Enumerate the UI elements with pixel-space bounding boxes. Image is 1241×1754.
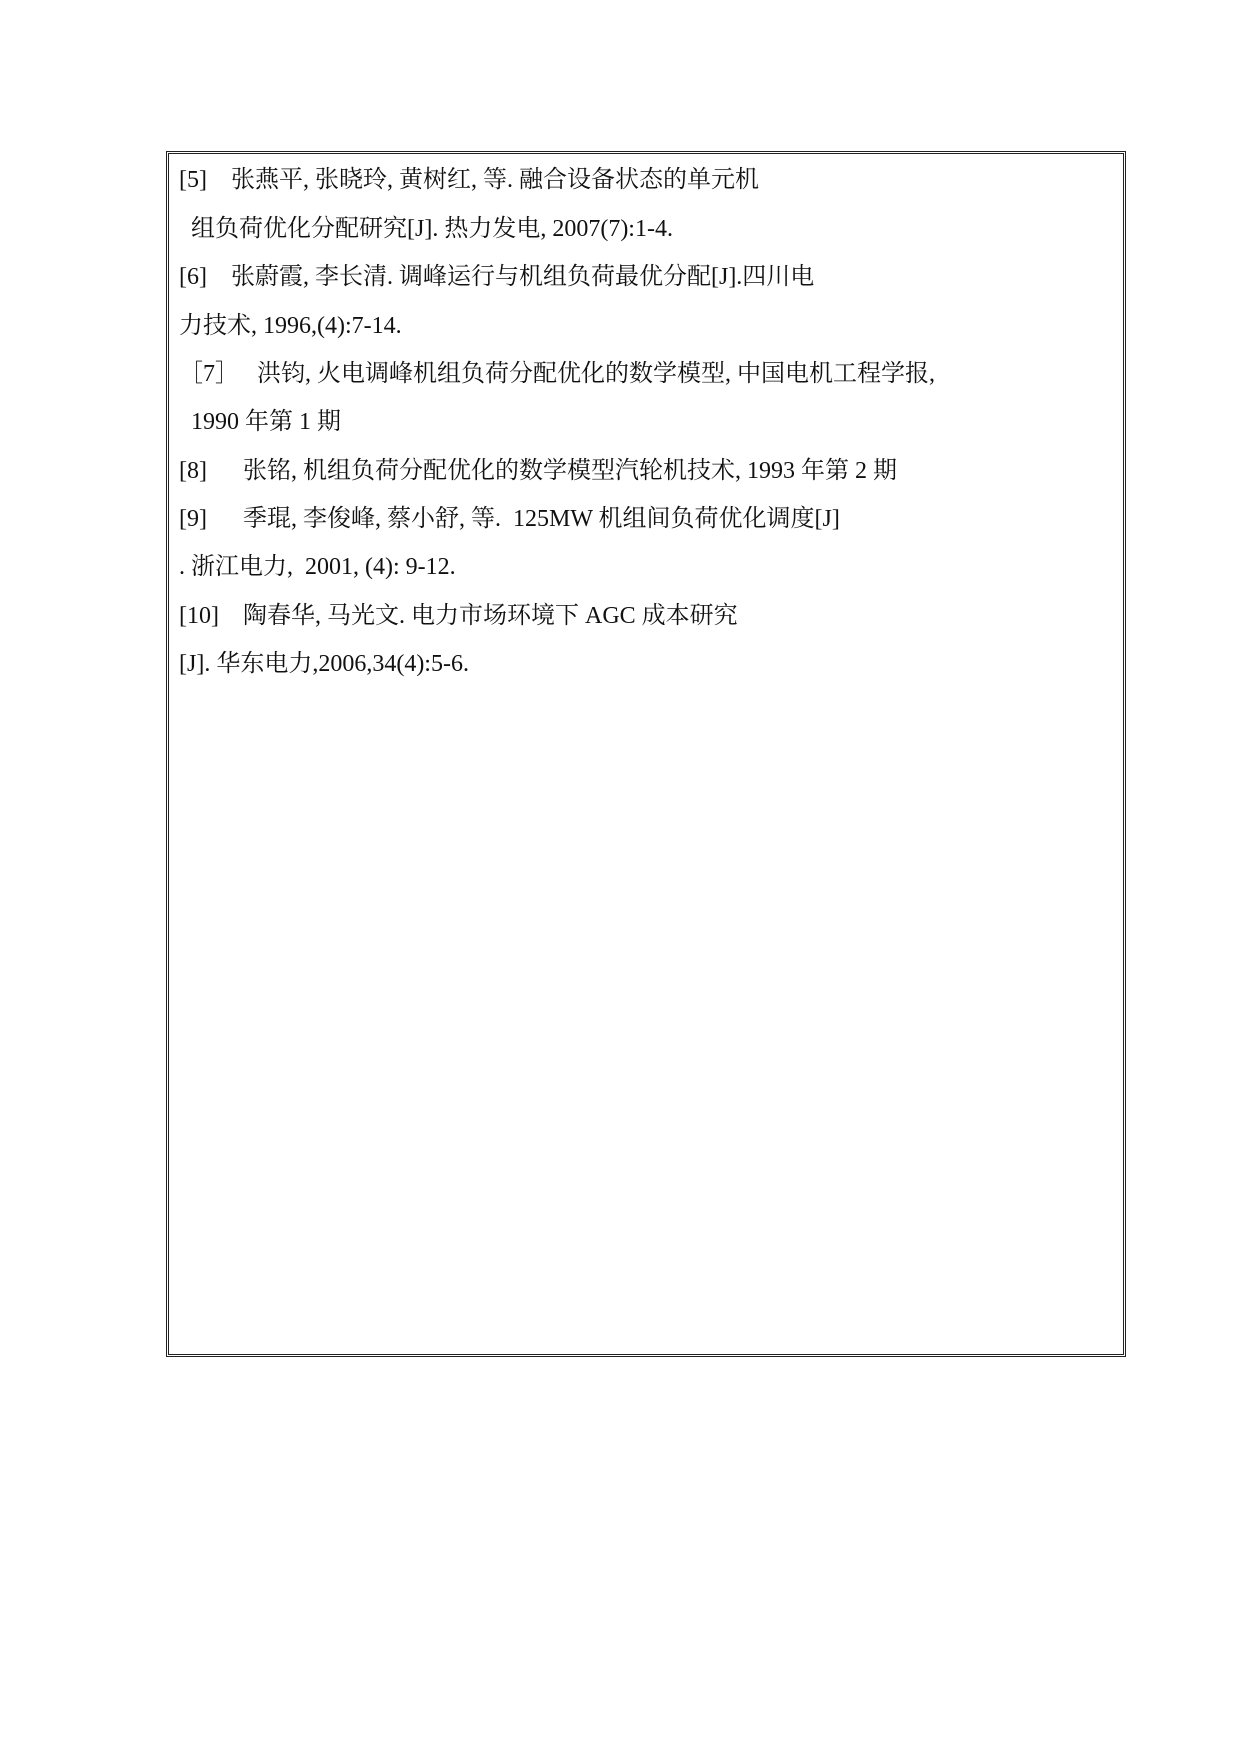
ref-7-line-1: ［7］ 洪钧, 火电调峰机组负荷分配优化的数学模型, 中国电机工程学报, <box>179 361 935 387</box>
ref-9-line-1: [9] 季琨, 李俊峰, 蔡小舒, 等. 125MW 机组间负荷优化调度[J] <box>179 506 840 532</box>
ref-7-line-2: 1990 年第 1 期 <box>179 409 341 435</box>
ref-5-line-2: 组负荷优化分配研究[J]. 热力发电, 2007(7):1-4. <box>179 216 673 242</box>
ref-10-line-2: [J]. 华东电力,2006,34(4):5-6. <box>179 651 469 677</box>
ref-8-line-1: [8] 张铭, 机组负荷分配优化的数学模型汽轮机技术, 1993 年第 2 期 <box>179 458 897 484</box>
ref-10-line-1: [10] 陶春华, 马光文. 电力市场环境下 AGC 成本研究 <box>179 603 738 629</box>
reference-box <box>166 151 1126 1357</box>
ref-5-line-1: [5] 张燕平, 张晓玲, 黄树红, 等. 融合设备状态的单元机 <box>179 167 759 193</box>
ref-6-line-1: [6] 张蔚霞, 李长清. 调峰运行与机组负荷最优分配[J].四川电 <box>179 264 815 290</box>
ref-6-line-2: 力技术, 1996,(4):7-14. <box>179 313 402 339</box>
ref-9-line-2: . 浙江电力, 2001, (4): 9-12. <box>179 554 456 580</box>
